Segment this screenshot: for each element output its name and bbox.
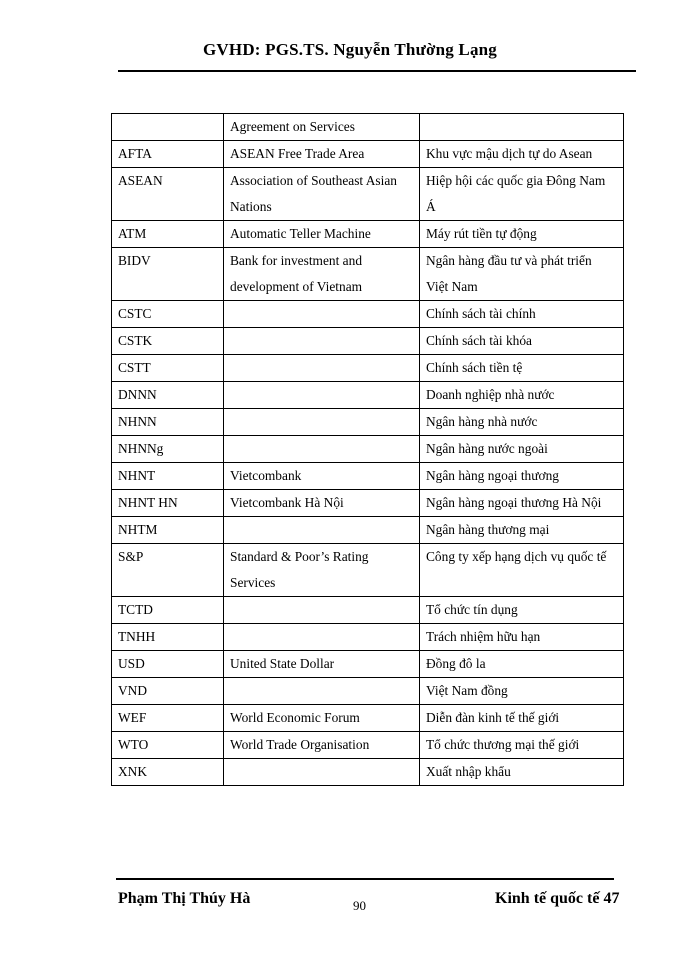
english-term-cell: ASEAN Free Trade Area	[224, 141, 420, 168]
table-row	[112, 301, 624, 328]
table-row	[112, 409, 624, 436]
table-row	[112, 490, 624, 517]
english-term-cell: United State Dollar	[224, 651, 420, 678]
abbreviation-cell: USD	[112, 651, 224, 678]
english-term-cell	[224, 355, 420, 382]
english-term-cell: World Economic Forum	[224, 705, 420, 732]
vietnamese-term-cell: Tổ chức thương mại thế giới	[420, 732, 624, 759]
english-term-cell: Vietcombank	[224, 463, 420, 490]
english-term-cell	[224, 409, 420, 436]
abbreviation-cell: NHNT HN	[112, 490, 224, 517]
abbreviation-cell	[112, 114, 224, 141]
abbreviation-cell: TNHH	[112, 624, 224, 651]
vietnamese-term-cell: Ngân hàng nhà nước	[420, 409, 624, 436]
abbreviation-cell: WTO	[112, 732, 224, 759]
vietnamese-term-cell: Việt Nam đồng	[420, 678, 624, 705]
abbreviation-cell: CSTC	[112, 301, 224, 328]
table-row	[112, 463, 624, 490]
table-row	[112, 517, 624, 544]
table-row	[112, 705, 624, 732]
abbreviation-cell: CSTK	[112, 328, 224, 355]
english-term-cell: Standard & Poor’s Rating Services	[224, 544, 420, 597]
vietnamese-term-cell: Ngân hàng ngoại thương Hà Nội	[420, 490, 624, 517]
footer-author: Phạm Thị Thúy Hà	[118, 890, 251, 907]
english-term-cell	[224, 624, 420, 651]
abbreviation-cell: TCTD	[112, 597, 224, 624]
table-row	[112, 248, 624, 301]
english-term-cell: Agreement on Services	[224, 114, 420, 141]
vietnamese-term-cell: Công ty xếp hạng dịch vụ quốc tế	[420, 544, 624, 597]
english-term-cell	[224, 328, 420, 355]
english-term-cell	[224, 301, 420, 328]
english-term-cell: Bank for investment and development of Vietnam	[224, 248, 420, 301]
abbreviation-cell: CSTT	[112, 355, 224, 382]
abbreviation-cell: XNK	[112, 759, 224, 786]
footer-class-name: Kinh tế quốc tế 47	[495, 890, 620, 907]
abbreviation-cell: AFTA	[112, 141, 224, 168]
english-term-cell: Automatic Teller Machine	[224, 221, 420, 248]
vietnamese-term-cell: Chính sách tài khóa	[420, 328, 624, 355]
english-term-cell	[224, 382, 420, 409]
vietnamese-term-cell: Diễn đàn kinh tế thế giới	[420, 705, 624, 732]
english-term-cell: Association of Southeast Asian Nations	[224, 168, 420, 221]
abbreviation-cell: NHTM	[112, 517, 224, 544]
table-row	[112, 651, 624, 678]
abbreviation-table	[111, 113, 624, 786]
vietnamese-term-cell: Xuất nhập khẩu	[420, 759, 624, 786]
vietnamese-term-cell: Khu vực mậu dịch tự do Asean	[420, 141, 624, 168]
abbreviation-cell: NHNN	[112, 409, 224, 436]
vietnamese-term-cell: Máy rút tiền tự động	[420, 221, 624, 248]
table-row	[112, 328, 624, 355]
table-row	[112, 544, 624, 597]
abbreviation-cell: NHNT	[112, 463, 224, 490]
vietnamese-term-cell: Hiệp hội các quốc gia Đông Nam Á	[420, 168, 624, 221]
abbreviation-cell: BIDV	[112, 248, 224, 301]
abbreviation-cell: ASEAN	[112, 168, 224, 221]
abbreviation-cell: WEF	[112, 705, 224, 732]
english-term-cell	[224, 678, 420, 705]
vietnamese-term-cell: Ngân hàng ngoại thương	[420, 463, 624, 490]
table-row	[112, 759, 624, 786]
english-term-cell: Vietcombank Hà Nội	[224, 490, 420, 517]
abbreviation-cell: S&P	[112, 544, 224, 597]
vietnamese-term-cell: Chính sách tiền tệ	[420, 355, 624, 382]
english-term-cell	[224, 436, 420, 463]
vietnamese-term-cell: Trách nhiệm hữu hạn	[420, 624, 624, 651]
english-term-cell	[224, 597, 420, 624]
english-term-cell: World Trade Organisation	[224, 732, 420, 759]
abbreviation-cell: DNNN	[112, 382, 224, 409]
page-header-title: GVHD: PGS.TS. Nguyễn Thường Lạng	[203, 40, 497, 59]
page-number: 90	[353, 898, 366, 913]
english-term-cell	[224, 517, 420, 544]
english-term-cell	[224, 759, 420, 786]
vietnamese-term-cell: Tổ chức tín dụng	[420, 597, 624, 624]
table-row	[112, 624, 624, 651]
table-row	[112, 141, 624, 168]
vietnamese-term-cell: Chính sách tài chính	[420, 301, 624, 328]
table-row	[112, 436, 624, 463]
table-row	[112, 382, 624, 409]
abbreviation-cell: ATM	[112, 221, 224, 248]
table-row	[112, 678, 624, 705]
footer-divider	[116, 878, 614, 880]
vietnamese-term-cell: Ngân hàng nước ngoài	[420, 436, 624, 463]
header-divider	[118, 70, 636, 72]
table-row	[112, 355, 624, 382]
table-row	[112, 168, 624, 221]
table-row	[112, 597, 624, 624]
table-row	[112, 732, 624, 759]
table-row	[112, 221, 624, 248]
vietnamese-term-cell: Doanh nghiệp nhà nước	[420, 382, 624, 409]
vietnamese-term-cell	[420, 114, 624, 141]
table-row	[112, 114, 624, 141]
vietnamese-term-cell: Ngân hàng đầu tư và phát triển Việt Nam	[420, 248, 624, 301]
abbreviation-cell: VND	[112, 678, 224, 705]
vietnamese-term-cell: Ngân hàng thương mại	[420, 517, 624, 544]
abbreviation-cell: NHNNg	[112, 436, 224, 463]
vietnamese-term-cell: Đồng đô la	[420, 651, 624, 678]
